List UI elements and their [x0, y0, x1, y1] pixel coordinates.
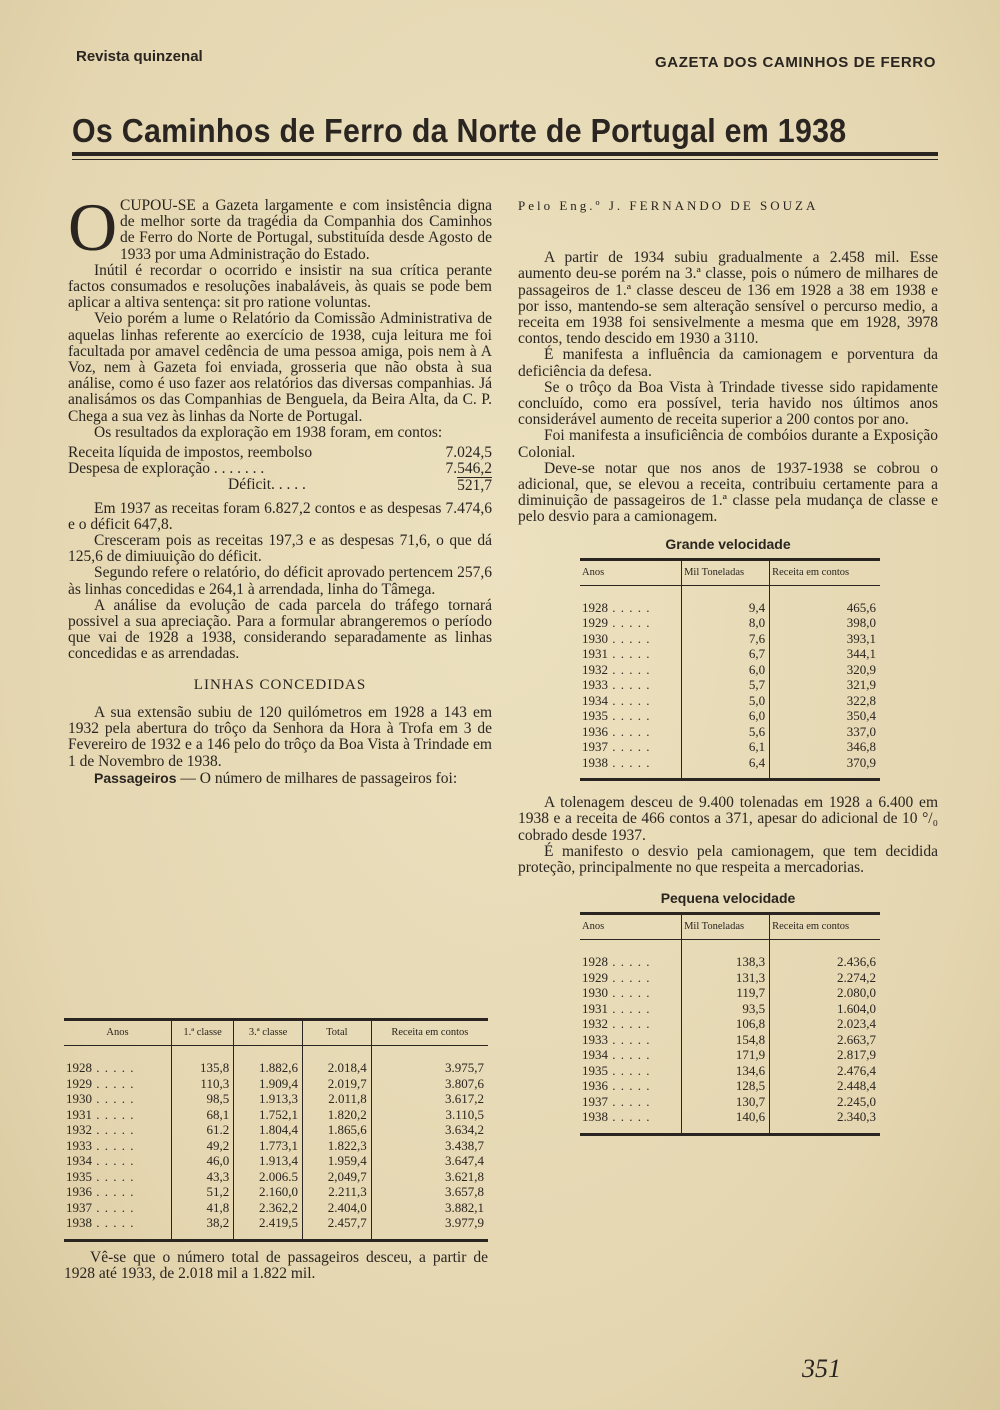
- byline: Pelo Eng.º J. FERNANDO DE SOUZA: [518, 198, 819, 213]
- year-cell: 1929 . . .: [64, 1076, 171, 1092]
- table-row: [580, 677, 880, 693]
- value-cell: 154,8: [682, 1032, 770, 1048]
- table-header-row: [64, 1020, 488, 1046]
- magazine-frequency: Revista quinzenal: [76, 48, 203, 65]
- paragraph: É manifesto o desvio pela camionagem, que tem decidida proteção, principalmente no que respeita a mercadorias.: [518, 842, 938, 876]
- gv-caption: Grande velocidade: [665, 535, 791, 552]
- column-header: Receita em contos: [770, 559, 880, 585]
- value-cell: 465,6: [770, 585, 880, 615]
- table-row: [580, 940, 880, 970]
- value-cell: 2.160,0: [234, 1184, 303, 1200]
- table-header-row: [580, 914, 880, 940]
- value-cell: 3.634,2: [371, 1122, 488, 1138]
- value-cell: 2.006.5: [234, 1169, 303, 1185]
- table-row: [64, 1046, 488, 1076]
- table-row: [580, 615, 880, 631]
- value-cell: 2,049,7: [302, 1169, 371, 1185]
- year-cell: 1938 . . .: [580, 755, 682, 780]
- table-row: [580, 724, 880, 740]
- value-cell: 1.604,0: [770, 1001, 880, 1017]
- table-row: [580, 1001, 880, 1017]
- passengers-after: Vê-se que o número total de passageiros desceu, a partir de 1928 até 1933, de 2.018 mil a 1.822 mil.: [64, 1248, 488, 1282]
- year-cell: 1930 . . .: [580, 631, 682, 647]
- table-row: [64, 1138, 488, 1154]
- value-cell: 38,2: [171, 1215, 233, 1240]
- table-row: [580, 631, 880, 647]
- table-row: [64, 1153, 488, 1169]
- value-cell: 2.019,7: [302, 1076, 371, 1092]
- value-cell: 93,5: [682, 1001, 770, 1017]
- accounts-total-row: [68, 477, 492, 494]
- value-cell: 130,7: [682, 1094, 770, 1110]
- column-header: Mil Toneladas: [682, 559, 770, 585]
- value-cell: 1.804,4: [234, 1122, 303, 1138]
- passengers-intro: [68, 770, 492, 787]
- table-row: [580, 1032, 880, 1048]
- value-cell: 2.023,4: [770, 1016, 880, 1032]
- accounts-summary: [68, 445, 492, 495]
- table-row: [580, 708, 880, 724]
- value-cell: 346,8: [770, 739, 880, 755]
- column-header: 3.ª classe: [234, 1020, 303, 1046]
- accounts-row: [68, 445, 492, 461]
- year-cell: 1933 . . .: [580, 677, 682, 693]
- year-cell: 1933 . . .: [580, 1032, 682, 1048]
- value-cell: 350,4: [770, 708, 880, 724]
- accounts-total-label: Déficit. . . . .: [228, 476, 306, 494]
- year-cell: 1935 . . .: [580, 708, 682, 724]
- value-cell: 1.913,3: [234, 1091, 303, 1107]
- value-cell: 2.362,2: [234, 1200, 303, 1216]
- value-cell: 2.457,7: [302, 1215, 371, 1240]
- year-cell: 1934 . . .: [64, 1153, 171, 1169]
- passengers-lead: Passageiros: [94, 769, 177, 786]
- value-cell: 119,7: [682, 985, 770, 1001]
- table-row: [580, 1047, 880, 1063]
- column-header: 1.ª classe: [171, 1020, 233, 1046]
- paragraphs-right-group-2: [518, 795, 938, 876]
- year-cell: 1937 . . .: [580, 1094, 682, 1110]
- paragraphs-group-2: [68, 501, 492, 663]
- value-cell: 3.807,6: [371, 1076, 488, 1092]
- table-row: [64, 1091, 488, 1107]
- value-cell: 2.476,4: [770, 1063, 880, 1079]
- table-row: [580, 755, 880, 780]
- magazine-title: GAZETA DOS CAMINHOS DE FERRO: [655, 54, 936, 71]
- column-header: Anos: [582, 566, 605, 578]
- pv-table: [580, 912, 880, 1136]
- value-cell: 9,4: [682, 585, 770, 615]
- intro-paragraph: [68, 189, 492, 265]
- value-cell: 5,7: [682, 677, 770, 693]
- paragraph: Cresceram pois as receitas 197,3 e as despesas 71,6, o que dá 125,6 de dimiuuição do déficit.: [68, 532, 492, 566]
- paragraph: Inútil é recordar o ocorrido e insistir na sua crítica perante factos consumados e resoluções inabaláveis, às quais se pode bem aplicar a altiva sentença: sit pro ratione voluntas.: [68, 261, 492, 312]
- value-cell: 320,9: [770, 662, 880, 678]
- value-cell: 6,0: [682, 662, 770, 678]
- section-heading: LINHAS CONCEDIDAS: [193, 676, 367, 693]
- year-cell: 1933 . . .: [64, 1138, 171, 1154]
- article-title: Os Caminhos de Ferro da Norte de Portugal em 1938: [72, 112, 847, 149]
- passengers-table-wrap: [64, 1018, 488, 1282]
- column-header: Total: [302, 1020, 371, 1046]
- value-cell: 337,0: [770, 724, 880, 740]
- value-cell: 1.882,6: [234, 1046, 303, 1076]
- year-cell: 1929 . . .: [580, 970, 682, 986]
- value-cell: 3.617,2: [371, 1091, 488, 1107]
- accounts-label: Despesa de exploração . . . . . . .: [68, 460, 265, 478]
- column-header: Receita em contos: [770, 914, 880, 940]
- value-cell: 68,1: [171, 1107, 233, 1123]
- year-cell: 1931 . . .: [64, 1107, 171, 1123]
- paragraphs-right-group-1: [518, 250, 938, 525]
- table-row: [580, 662, 880, 678]
- value-cell: 3.882,1: [371, 1200, 488, 1216]
- value-cell: 135,8: [171, 1046, 233, 1076]
- value-cell: 46,0: [171, 1153, 233, 1169]
- paragraphs-group-3: [68, 705, 492, 770]
- table-row: [580, 1109, 880, 1134]
- value-cell: 2.011,8: [302, 1091, 371, 1107]
- value-cell: 321,9: [770, 677, 880, 693]
- table-row: [580, 646, 880, 662]
- value-cell: 344,1: [770, 646, 880, 662]
- passengers-text: — O número de milhares de passageiros foi:: [180, 769, 458, 787]
- year-cell: 1930 . . .: [64, 1091, 171, 1107]
- paragraph: A análise da evolução de cada parcela do tráfego tornará possivel a sua apreciação. Para a formular abrangeremos o período que vai de 1928 a 1938, considerando separadamente as linhas concedidas e as arrendadas.: [68, 596, 492, 663]
- value-cell: 6,0: [682, 708, 770, 724]
- year-cell: 1936 . . .: [580, 724, 682, 740]
- year-cell: 1932 . . .: [64, 1122, 171, 1138]
- drop-cap: O: [68, 189, 118, 265]
- value-cell: 2.018,4: [302, 1046, 371, 1076]
- value-cell: 322,8: [770, 693, 880, 709]
- passengers-table: [64, 1018, 488, 1242]
- year-cell: 1938 . . .: [580, 1109, 682, 1134]
- value-cell: 110,3: [171, 1076, 233, 1092]
- value-cell: 2.404,0: [302, 1200, 371, 1216]
- value-cell: 171,9: [682, 1047, 770, 1063]
- column-header: Receita em contos: [371, 1020, 488, 1046]
- value-cell: 2.211,3: [302, 1184, 371, 1200]
- table-row: [580, 1063, 880, 1079]
- value-cell: 131,3: [682, 970, 770, 986]
- table-header-row: [580, 559, 880, 585]
- paragraph: A sua extensão subiu de 120 quilómetros em 1928 a 143 em 1932 pela abertura do trôço da Senhora da Hora à Trofa em 3 de Fevereiro de 1932 e a 146 pelo do trôço da Boa Vista à Trindade em 1 de Novembro de 1938.: [68, 703, 492, 770]
- value-cell: 3.647,4: [371, 1153, 488, 1169]
- table-row: [580, 739, 880, 755]
- value-cell: 140,6: [682, 1109, 770, 1134]
- year-cell: 1931 . . .: [580, 1001, 682, 1017]
- table-row: [64, 1169, 488, 1185]
- value-cell: 6,4: [682, 755, 770, 780]
- value-cell: 2.419,5: [234, 1215, 303, 1240]
- paragraph: A tolenagem desceu de 9.400 tolenadas em 1928 a 6.400 em 1938 e a receita de 466 contos a 371, apesar do adicional de 10 °/₀ cobrado desde 1937.: [518, 794, 938, 844]
- year-cell: 1932 . . .: [580, 1016, 682, 1032]
- table-row: [64, 1076, 488, 1092]
- year-cell: 1936 . . .: [580, 1078, 682, 1094]
- value-cell: 6,7: [682, 646, 770, 662]
- value-cell: 5,0: [682, 693, 770, 709]
- accounts-value: 7.546,2: [445, 460, 492, 478]
- value-cell: 3.110,5: [371, 1107, 488, 1123]
- value-cell: 134,6: [682, 1063, 770, 1079]
- value-cell: 51,2: [171, 1184, 233, 1200]
- paragraph: Foi manifesta a insuficiência de combóios durante a Exposição Colonial.: [518, 427, 938, 461]
- value-cell: 2.245,0: [770, 1094, 880, 1110]
- pv-caption: Pequena velocidade: [660, 890, 796, 907]
- accounts-label: Receita líquida de impostos, reembolso: [68, 444, 313, 462]
- table-row: [580, 1094, 880, 1110]
- value-cell: 393,1: [770, 631, 880, 647]
- paragraph: Segundo refere o relatório, do déficit aprovado pertencem 257,6 às linhas concedidas e 264,1 à arrendada, linha do Tâmega.: [68, 564, 492, 598]
- gv-table: [580, 558, 880, 782]
- value-cell: 398,0: [770, 615, 880, 631]
- value-cell: 3.438,7: [371, 1138, 488, 1154]
- year-cell: 1935 . . .: [580, 1063, 682, 1079]
- value-cell: 5,6: [682, 724, 770, 740]
- value-cell: 1.820,2: [302, 1107, 371, 1123]
- value-cell: 2.436,6: [770, 940, 880, 970]
- table-row: [580, 693, 880, 709]
- table-row: [64, 1200, 488, 1216]
- year-cell: 1935 . . .: [64, 1169, 171, 1185]
- value-cell: 41,8: [171, 1200, 233, 1216]
- value-cell: 2.448,4: [770, 1078, 880, 1094]
- table-row: [64, 1215, 488, 1240]
- accounts-value: 7.024,5: [445, 444, 492, 462]
- value-cell: 1.822,3: [302, 1138, 371, 1154]
- paragraph: É manifesta a influência da camionagem e porventura da deficiência da defesa.: [518, 346, 938, 380]
- value-cell: 2.663,7: [770, 1032, 880, 1048]
- value-cell: 2.080,0: [770, 985, 880, 1001]
- value-cell: 7,6: [682, 631, 770, 647]
- table-row: [64, 1107, 488, 1123]
- year-cell: 1938 . . .: [64, 1215, 171, 1240]
- table-row: [64, 1184, 488, 1200]
- value-cell: 106,8: [682, 1016, 770, 1032]
- year-cell: 1928 . . .: [580, 940, 682, 970]
- value-cell: 370,9: [770, 755, 880, 780]
- value-cell: 128,5: [682, 1078, 770, 1094]
- paragraph: Os resultados da exploração em 1938 foram, em contos:: [94, 423, 443, 441]
- table-row: [580, 985, 880, 1001]
- right-column: [518, 198, 938, 1136]
- accounts-total-value: 521,7: [457, 477, 492, 495]
- value-cell: 3.977,9: [371, 1215, 488, 1240]
- value-cell: 138,3: [682, 940, 770, 970]
- value-cell: 1.865,6: [302, 1122, 371, 1138]
- value-cell: 2.817,9: [770, 1047, 880, 1063]
- value-cell: 43,3: [171, 1169, 233, 1185]
- table-row: [580, 1078, 880, 1094]
- column-header: Anos: [582, 921, 605, 933]
- value-cell: 3.621,8: [371, 1169, 488, 1185]
- table-row: [580, 585, 880, 615]
- value-cell: 8,0: [682, 615, 770, 631]
- paragraphs-group-1: [68, 263, 492, 441]
- table-row: [580, 1016, 880, 1032]
- intro-text: CUPOU-SE a Gazeta largamente e com insistência digna de melhor sorte da tragédia da Companhia dos Caminhos de Ferro do Norte de Portugal, substituída desde Agosto de 1933 por uma Administração do Estado.: [120, 197, 492, 263]
- year-cell: 1937 . . .: [64, 1200, 171, 1216]
- year-cell: 1934 . . .: [580, 1047, 682, 1063]
- year-cell: 1932 . . .: [580, 662, 682, 678]
- title-rule-thin: [72, 159, 938, 160]
- year-cell: 1929 . . .: [580, 615, 682, 631]
- year-cell: 1930 . . .: [580, 985, 682, 1001]
- year-cell: 1931 . . .: [580, 646, 682, 662]
- year-cell: 1934 . . .: [580, 693, 682, 709]
- value-cell: 1.913,4: [234, 1153, 303, 1169]
- value-cell: 61.2: [171, 1122, 233, 1138]
- value-cell: 6,1: [682, 739, 770, 755]
- value-cell: 1.773,1: [234, 1138, 303, 1154]
- value-cell: 3.657,8: [371, 1184, 488, 1200]
- value-cell: 1.909,4: [234, 1076, 303, 1092]
- value-cell: 1.752,1: [234, 1107, 303, 1123]
- year-cell: 1936 . . .: [64, 1184, 171, 1200]
- paragraph: A partir de 1934 subiu gradualmente a 2.458 mil. Esse aumento deu-se porém na 3.ª classe, pois o número de milhares de passageiros de 1.ª classe desceu de 136 em 1928 a 38 em 1938 e por isso, mantendo-se sem alteração sensível o percurso medio, a receita em 1938 foi sensivelmente a mesma que em 1928, 3978 contos, tendo descido em 1930 a 3110.: [518, 249, 938, 348]
- year-cell: 1937 . . .: [580, 739, 682, 755]
- column-header: Anos: [106, 1027, 129, 1038]
- value-cell: 2.274,2: [770, 970, 880, 986]
- paragraph: Em 1937 as receitas foram 6.827,2 contos e as despesas 7.474,6 e o déficit 647,8.: [68, 499, 492, 533]
- title-rule-thick: [72, 152, 938, 156]
- paragraph: Deve-se notar que nos anos de 1937-1938 se cobrou o adicional, que, se elevou a receita, contribuiu certamente para a diminuição de passageiros de 1.ª classe pela mudança de classe e pelo desvio para a camionagem.: [518, 459, 938, 526]
- accounts-row: [68, 461, 492, 477]
- column-header: Mil Toneladas: [682, 914, 770, 940]
- value-cell: 3.975,7: [371, 1046, 488, 1076]
- table-row: [580, 970, 880, 986]
- table-row: [64, 1122, 488, 1138]
- year-cell: 1928 . . .: [580, 585, 682, 615]
- value-cell: 1.959,4: [302, 1153, 371, 1169]
- year-cell: 1928 . . .: [64, 1046, 171, 1076]
- value-cell: 98,5: [171, 1091, 233, 1107]
- left-column: [68, 189, 492, 787]
- value-cell: 49,2: [171, 1138, 233, 1154]
- page-number: 351: [802, 1354, 841, 1383]
- paragraph: Veio porém a lume o Relatório da Comissão Administrativa de aquelas linhas referente ao exercício de 1938, cuja leitura me foi facultada por amavel cedência de uma pessoa amiga, pois nem à A Voz, nem à Gazeta foi enviada, grosseria que não obsta à sua análise, como é uso fazer aos relatórios das diversas companhias. Já analisámos os das Companhias de Benguela, da Beira Alta, da C. P. Chega a sua vez às linhas da Norte de Portugal.: [68, 310, 492, 425]
- value-cell: 2.340,3: [770, 1109, 880, 1134]
- paragraph: Se o trôço da Boa Vista à Trindade tivesse sido rapidamente concluído, como era possível, teria havido nos últimos anos considerável aumento de receita superior a 200 contos por ano.: [518, 378, 938, 429]
